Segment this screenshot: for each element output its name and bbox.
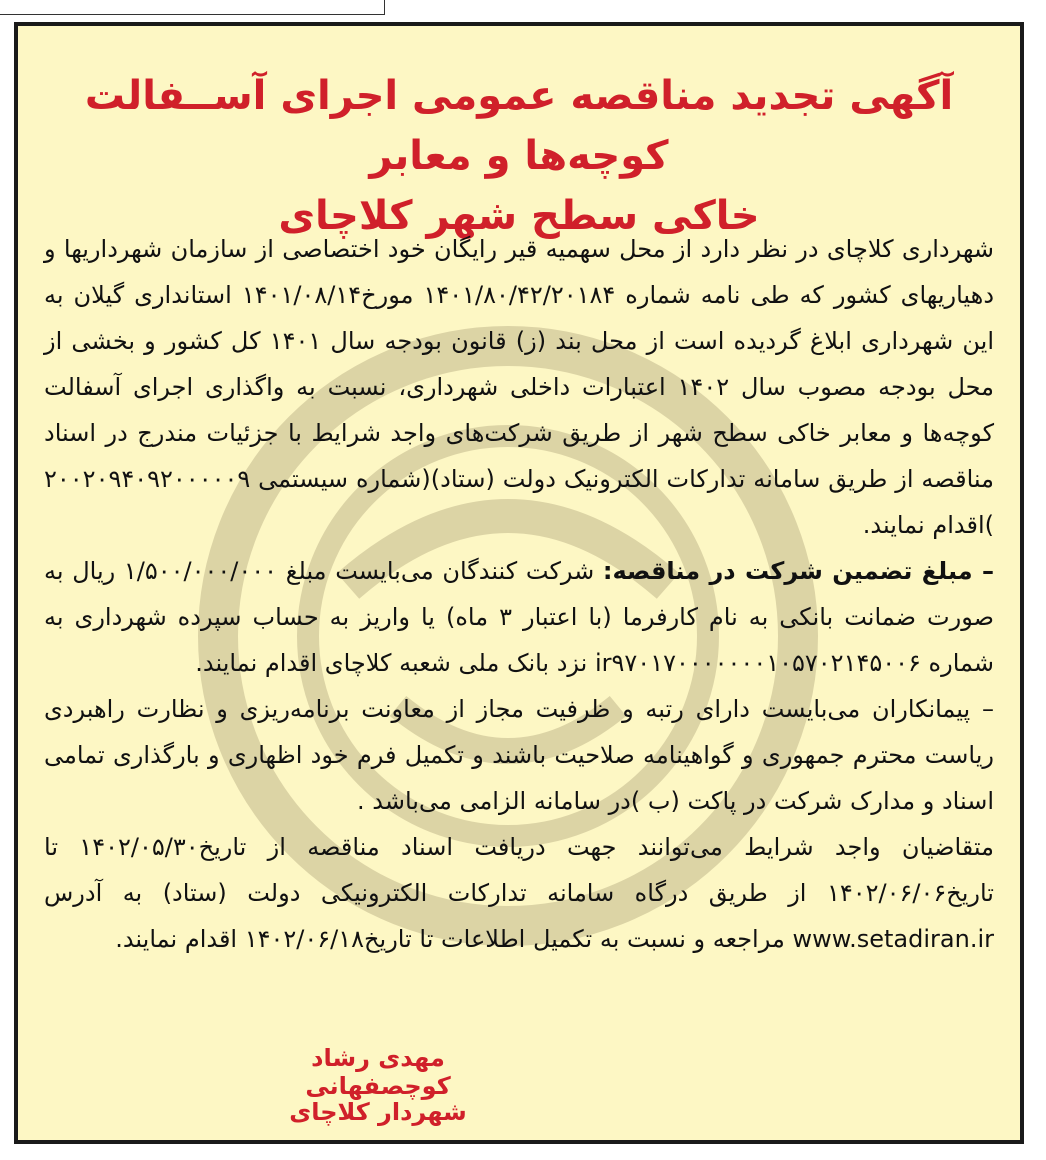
- notice-body: [44, 226, 994, 962]
- signature-name: مهدی رشاد کوچصفهانی: [305, 1044, 451, 1100]
- title-line-2: خاکی سطح شهر کلاچای: [278, 193, 760, 239]
- paragraph-guarantee: [44, 548, 994, 686]
- paragraph-intro: شهرداری کلاچای در نظر دارد از محل سهمیه قیر رایگان خود اختصاصی از سازمان شهرداریها و دهیاریهای کشور که طی نامه شماره ۱۴۰۱/۸۰/۴۲/۲۰۱۸۴ مورخ۱۴۰۱/۰۸/۱۴ استانداری گیلان به این شهرداری ابلاغ گردیده است از محل بند (ز) قانون بودجه سال ۱۴۰۱ کل کشور و بخشی از محل بودجه مصوب سال ۱۴۰۲ اعتبارات داخلی شهرداری، نسبت به واگذاری اجرای آسفالت کوچه‌ها و معابر خاکی سطح شهر از طریق شرکت‌های واجد شرایط با جزئیات مندرج در اسناد مناقصه از طریق سامانه تدارکات الکترونیک دولت (ستاد)(شماره سیستمی ۲۰۰۲۰۹۴۰۹۲۰۰۰۰۰۹ )اقدام نمایند.: [44, 235, 995, 539]
- signature-role: شهردار کلاچای: [289, 1098, 467, 1126]
- guarantee-label: – مبلغ تضمین شرکت در مناقصه:: [602, 557, 995, 585]
- guarantee-text: شرکت کنندگان می‌بایست مبلغ ۱/۵۰۰/۰۰۰/۰۰۰ ریال به صورت ضمانت بانکی به نام کارفرما (با اعتبار ۳ ماه) یا واریز به حساب سپرده شهرداری به شماره ir۹۷۰۱۷۰۰۰۰۰۰۰۱۰۵۷۰۲۱۴۵۰۰۶ نزد بانک ملی شعبه کلاچای اقدام نمایند.: [44, 557, 994, 677]
- paragraph-contractors: – پیمانکاران می‌بایست دارای رتبه و ظرفیت مجاز از معاونت برنامه‌ریزی و نظارت راهبردی ریاست محترم جمهوری و گواهینامه صلاحیت باشند و تکمیل فرم خود اظهاری و بارگذاری تمامی اسناد و مدارک شرکت در پاکت (ب )در سامانه الزامی می‌باشد .: [44, 695, 994, 815]
- notice-box: [14, 22, 1024, 1144]
- title-line-1: آگهی تجدید مناقصه عمومی اجرای آســفالت کوچه‌ها و معابر: [84, 73, 954, 179]
- top-strip: [0, 0, 385, 15]
- page-title: [38, 66, 1000, 246]
- paragraph-applicants: متقاضیان واجد شرایط می‌توانند جهت دریافت اسناد مناقصه از تاریخ۱۴۰۲/۰۵/۳۰ تا تاریخ۱۴۰۲/۰۶/۰۶ از طریق درگاه سامانه تدارکات الکترونیکی دولت (ستاد) به آدرس www.setadiran.ir مراجعه و نسبت به تکمیل اطلاعات تا تاریخ۱۴۰۲/۰۶/۱۸ اقدام نمایند.: [44, 833, 995, 953]
